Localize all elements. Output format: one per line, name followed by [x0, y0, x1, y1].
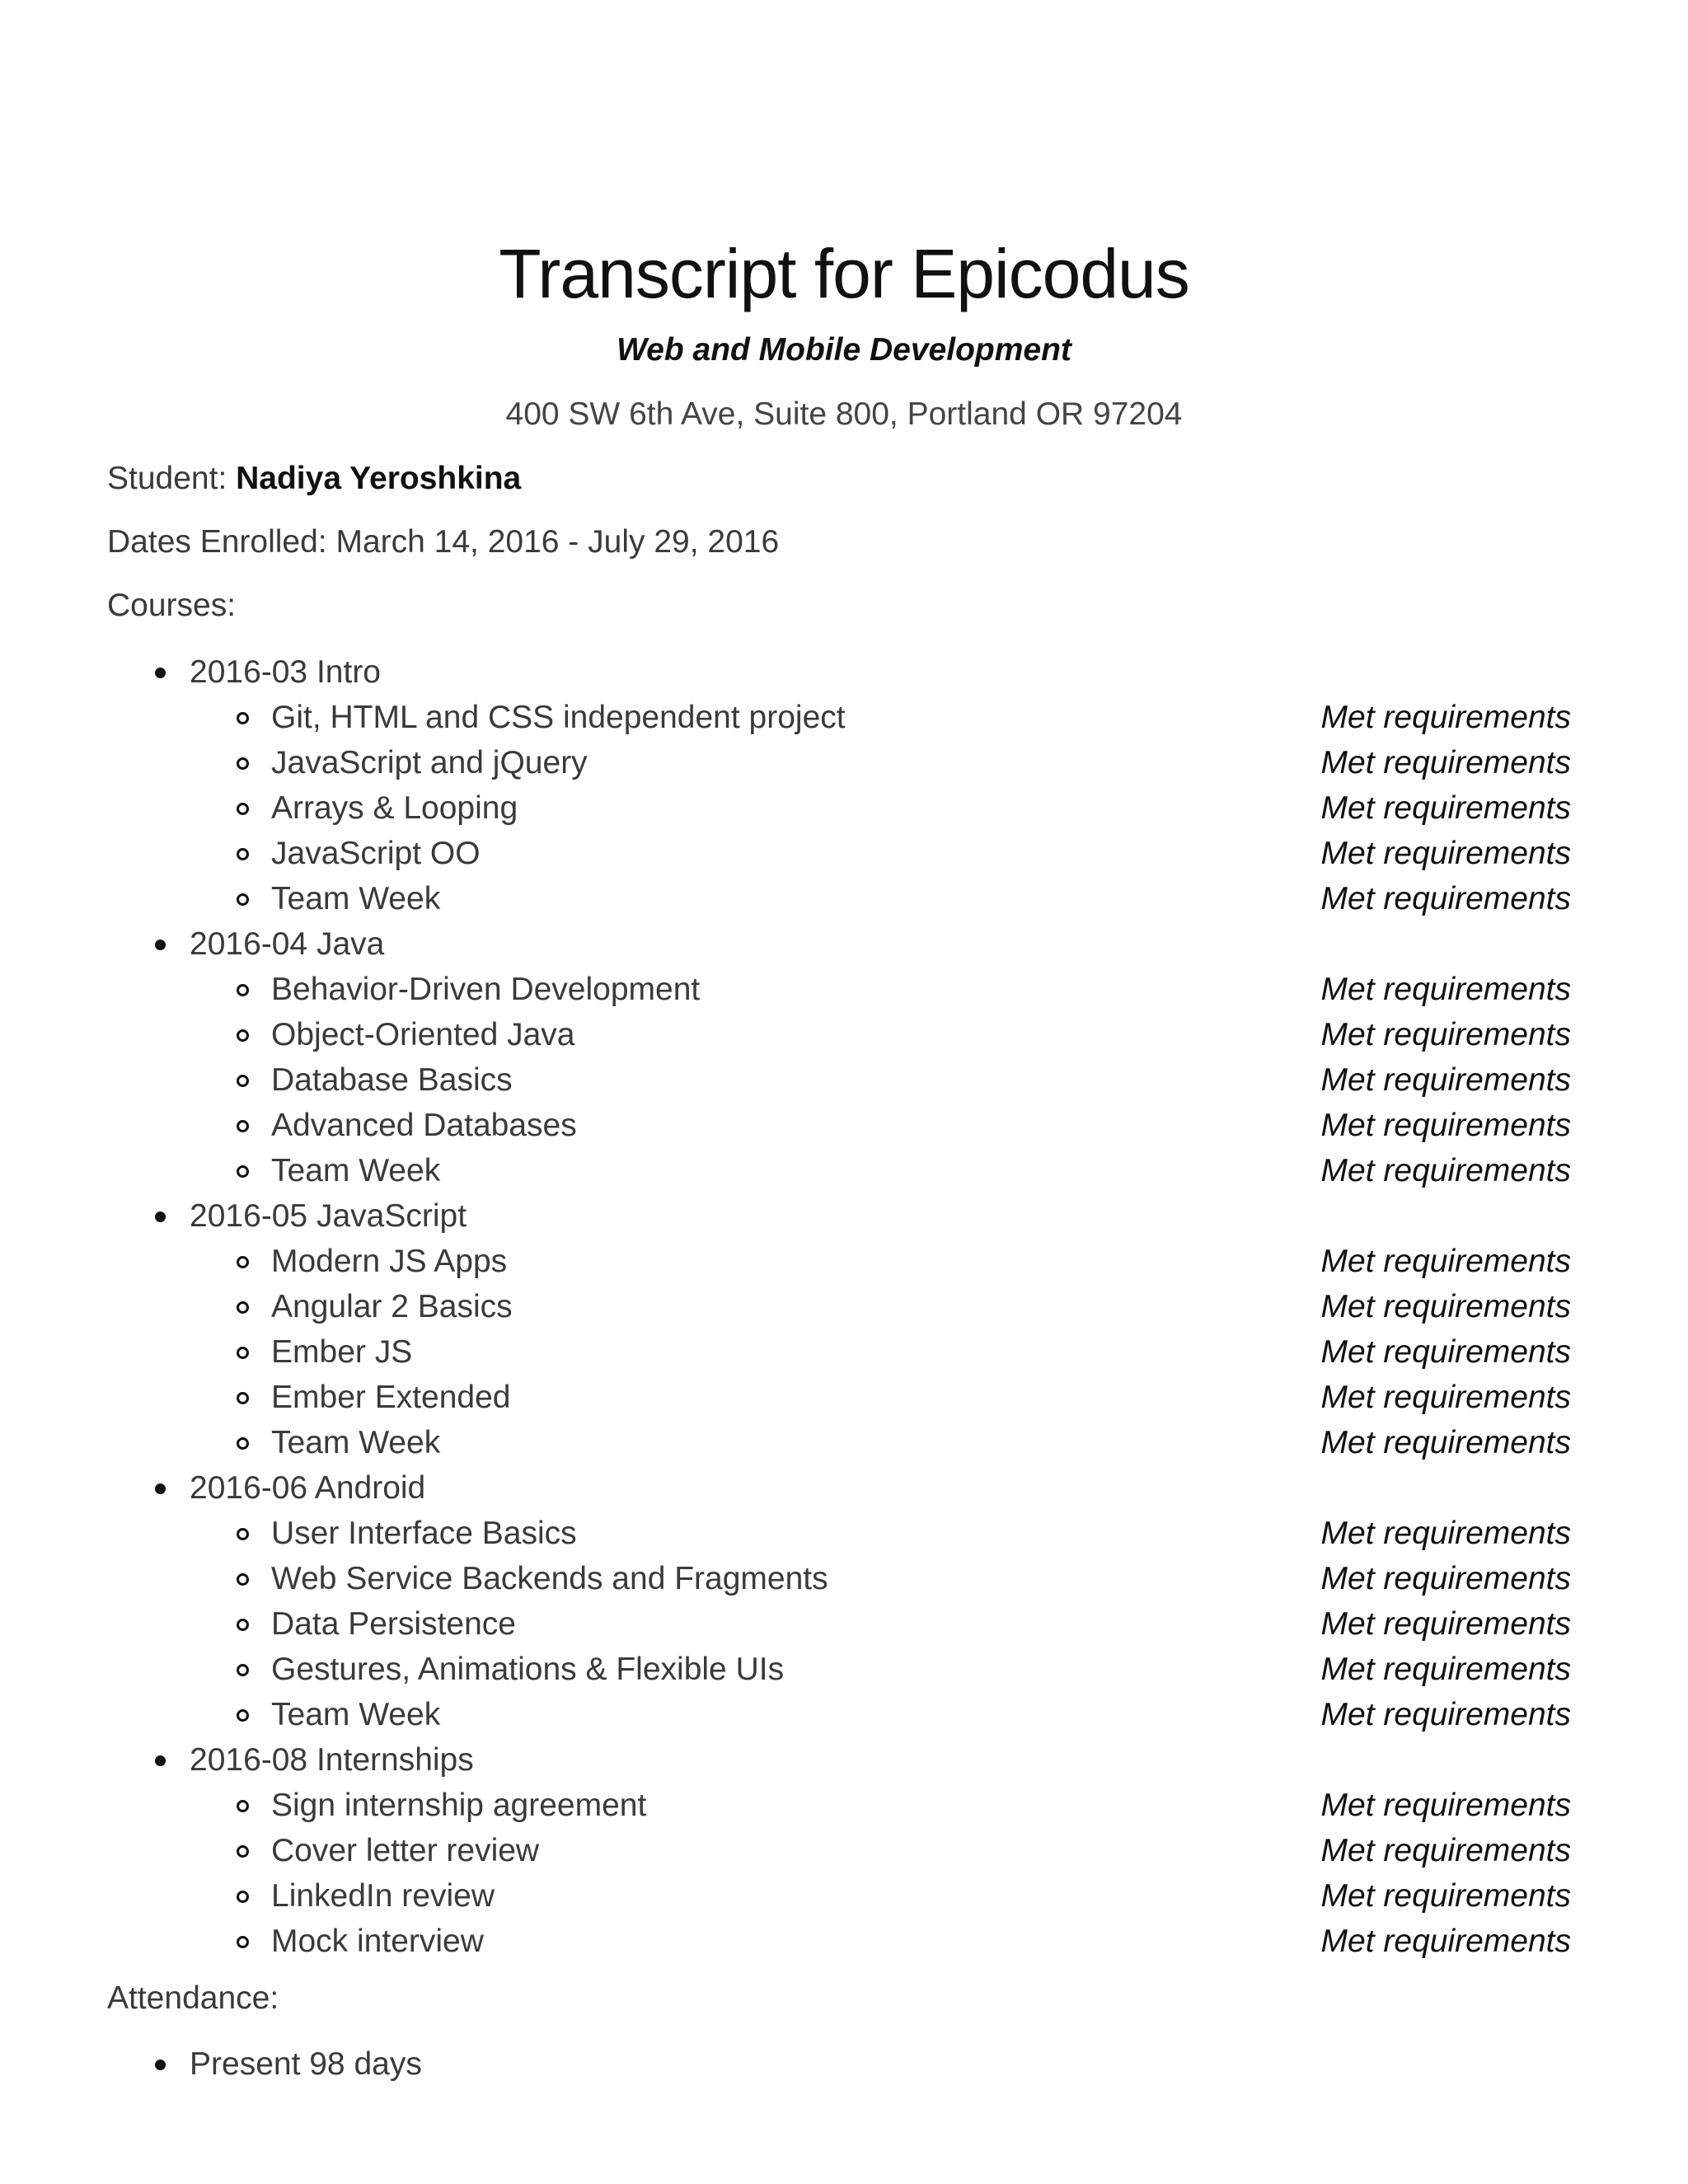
module-status: Met requirements	[1320, 1017, 1571, 1052]
course-name: 2016-04 Java	[190, 926, 385, 962]
bullet-circle-icon	[237, 1619, 249, 1631]
bullet-circle-icon	[237, 1936, 249, 1948]
student-label: Student:	[107, 461, 237, 496]
module-name: Team Week	[271, 881, 441, 916]
module-name: JavaScript OO	[271, 836, 481, 871]
module-name: Ember JS	[271, 1334, 413, 1370]
course-item	[0, 1193, 1688, 1465]
course-name: 2016-06 Android	[190, 1470, 426, 1506]
module-status: Met requirements	[1320, 1380, 1571, 1415]
module-name: Git, HTML and CSS independent project	[271, 700, 846, 735]
attendance-item	[0, 2041, 1688, 2087]
student-line	[107, 458, 521, 499]
bullet-disc-icon	[155, 2060, 166, 2070]
module-row	[0, 695, 1688, 740]
module-row	[0, 1103, 1688, 1148]
module-name: Team Week	[271, 1697, 441, 1732]
attendance-text: Present 98 days	[190, 2046, 422, 2082]
bullet-circle-icon	[237, 1437, 249, 1450]
bullet-circle-icon	[237, 1256, 249, 1268]
module-row	[0, 1012, 1688, 1057]
module-name: Arrays & Looping	[271, 790, 518, 826]
module-name: Modern JS Apps	[271, 1244, 508, 1279]
bullet-circle-icon	[237, 803, 249, 815]
course-item	[0, 1465, 1688, 1737]
bullet-circle-icon	[237, 1347, 249, 1359]
module-row	[0, 1556, 1688, 1601]
bullet-circle-icon	[237, 1075, 249, 1087]
course-name: 2016-03 Intro	[190, 654, 382, 690]
bullet-circle-icon	[237, 893, 249, 906]
module-status: Met requirements	[1320, 1516, 1571, 1551]
bullet-disc-icon	[155, 1212, 166, 1222]
module-status: Met requirements	[1320, 1788, 1571, 1823]
module-name: User Interface Basics	[271, 1516, 577, 1551]
module-name: Ember Extended	[271, 1380, 511, 1415]
course-item	[0, 1737, 1688, 1964]
module-row	[0, 831, 1688, 876]
module-row	[0, 785, 1688, 831]
module-row	[0, 740, 1688, 785]
bullet-circle-icon	[237, 757, 249, 770]
module-status: Met requirements	[1320, 1561, 1571, 1596]
bullet-circle-icon	[237, 1891, 249, 1903]
module-status: Met requirements	[1320, 881, 1571, 916]
module-row	[0, 1647, 1688, 1692]
course-row	[0, 921, 1688, 967]
module-row	[0, 876, 1688, 921]
module-name: Data Persistence	[271, 1606, 516, 1642]
module-name: Team Week	[271, 1153, 441, 1188]
module-name: Sign internship agreement	[271, 1788, 647, 1823]
module-name: Team Week	[271, 1425, 441, 1460]
bullet-circle-icon	[237, 1845, 249, 1858]
module-status: Met requirements	[1320, 1833, 1571, 1868]
course-name: 2016-08 Internships	[190, 1742, 474, 1778]
bullet-circle-icon	[237, 984, 249, 996]
module-status: Met requirements	[1320, 1334, 1571, 1370]
bullet-circle-icon	[237, 848, 249, 860]
module-status: Met requirements	[1320, 1924, 1571, 1959]
course-name: 2016-05 JavaScript	[190, 1198, 467, 1234]
module-status: Met requirements	[1320, 1062, 1571, 1098]
bullet-disc-icon	[155, 1483, 166, 1494]
bullet-disc-icon	[155, 668, 166, 678]
bullet-circle-icon	[237, 1120, 249, 1132]
module-row	[0, 1148, 1688, 1193]
attendance-list	[0, 2041, 1688, 2087]
module-status: Met requirements	[1320, 1153, 1571, 1188]
bullet-circle-icon	[237, 1301, 249, 1314]
module-name: Advanced Databases	[271, 1108, 577, 1143]
module-row	[0, 1783, 1688, 1828]
school-address: 400 SW 6th Ave, Suite 800, Portland OR 97204	[505, 396, 1183, 432]
module-name: Gestures, Animations & Flexible UIs	[271, 1652, 785, 1687]
program-subtitle: Web and Mobile Development	[617, 332, 1071, 368]
module-row	[0, 1329, 1688, 1375]
module-name: JavaScript and jQuery	[271, 745, 588, 780]
module-name: Web Service Backends and Fragments	[271, 1561, 828, 1596]
bullet-circle-icon	[237, 1165, 249, 1178]
module-name: Angular 2 Basics	[271, 1289, 513, 1324]
bullet-circle-icon	[237, 1664, 249, 1676]
module-status: Met requirements	[1320, 1289, 1571, 1324]
module-row	[0, 1873, 1688, 1919]
module-row	[0, 1511, 1688, 1556]
module-row	[0, 1692, 1688, 1737]
course-list	[0, 649, 1688, 1964]
bullet-circle-icon	[237, 1709, 249, 1722]
module-row	[0, 967, 1688, 1012]
module-status: Met requirements	[1320, 1108, 1571, 1143]
module-status: Met requirements	[1320, 1878, 1571, 1914]
module-name: Mock interview	[271, 1924, 484, 1959]
module-status: Met requirements	[1320, 790, 1571, 826]
dates-enrolled: Dates Enrolled: March 14, 2016 - July 29, 2016	[107, 524, 780, 560]
module-name: Behavior-Driven Development	[271, 972, 701, 1007]
module-row	[0, 1601, 1688, 1647]
module-row	[0, 1420, 1688, 1465]
bullet-circle-icon	[237, 1029, 249, 1042]
module-row	[0, 1239, 1688, 1284]
bullet-circle-icon	[237, 1528, 249, 1540]
module-status: Met requirements	[1320, 1652, 1571, 1687]
module-row	[0, 1284, 1688, 1329]
module-status: Met requirements	[1320, 836, 1571, 871]
courses-label: Courses:	[107, 588, 237, 623]
module-row	[0, 1375, 1688, 1420]
module-status: Met requirements	[1320, 1606, 1571, 1642]
module-name: LinkedIn review	[271, 1878, 495, 1914]
bullet-circle-icon	[237, 1573, 249, 1586]
attendance-label: Attendance:	[107, 1980, 279, 2016]
module-status: Met requirements	[1320, 700, 1571, 735]
bullet-disc-icon	[155, 1755, 166, 1766]
course-row	[0, 1465, 1688, 1511]
module-row	[0, 1919, 1688, 1964]
module-status: Met requirements	[1320, 1244, 1571, 1279]
module-status: Met requirements	[1320, 745, 1571, 780]
module-name: Cover letter review	[271, 1833, 540, 1868]
module-row	[0, 1828, 1688, 1873]
student-name: Nadiya Yeroshkina	[236, 461, 522, 496]
module-status: Met requirements	[1320, 972, 1571, 1007]
page-title: Transcript for Epicodus	[499, 235, 1189, 312]
course-item	[0, 649, 1688, 921]
module-status: Met requirements	[1320, 1425, 1571, 1460]
bullet-circle-icon	[237, 712, 249, 724]
bullet-circle-icon	[237, 1392, 249, 1404]
module-name: Object-Oriented Java	[271, 1017, 575, 1052]
course-item	[0, 921, 1688, 1193]
course-row	[0, 1193, 1688, 1239]
module-row	[0, 1057, 1688, 1103]
course-row	[0, 649, 1688, 695]
course-row	[0, 1737, 1688, 1783]
bullet-disc-icon	[155, 940, 166, 950]
bullet-circle-icon	[237, 1800, 249, 1812]
module-name: Database Basics	[271, 1062, 513, 1098]
module-status: Met requirements	[1320, 1697, 1571, 1732]
